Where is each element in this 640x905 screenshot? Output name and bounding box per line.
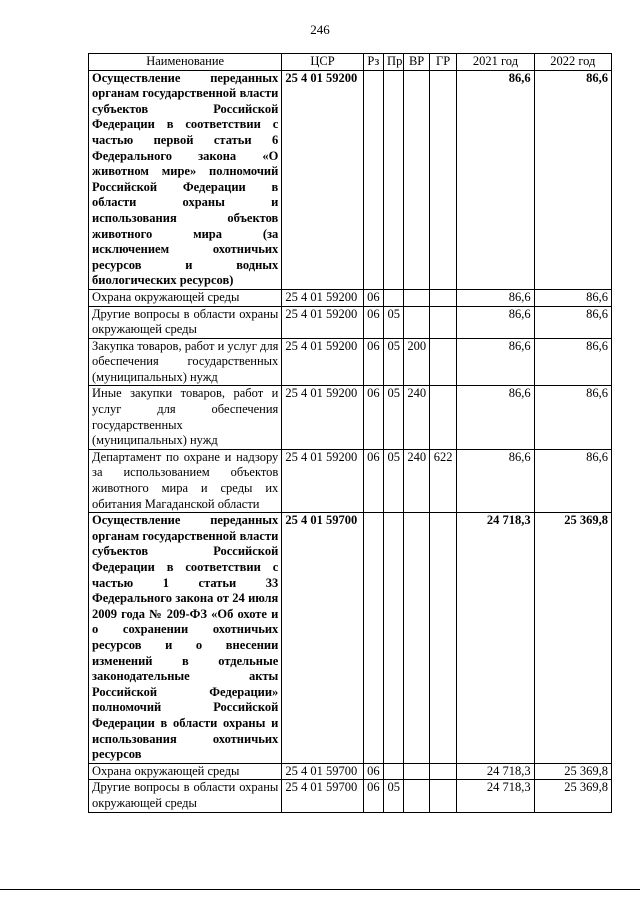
cell-name: Другие вопросы в области охраны окружающей среды [89,306,282,338]
cell-vr [404,780,429,812]
header-name: Наименование [89,54,282,71]
header-2021: 2021 год [457,54,534,71]
table-row [89,289,612,306]
header-rz: Рз [363,54,383,71]
cell-rz: 06 [363,780,383,812]
cell-vr [404,289,429,306]
header-2022: 2022 год [534,54,611,71]
cell-2021: 86,6 [457,386,534,449]
cell-name: Иные закупки товаров, работ и услуг для обеспечения государственных (муниципальных) нужд [89,386,282,449]
cell-2021: 86,6 [457,338,534,386]
cell-vr [404,70,429,289]
cell-rz: 06 [363,289,383,306]
cell-vr: 240 [404,449,429,512]
cell-gr [429,70,456,289]
cell-gr [429,763,456,780]
cell-rz: 06 [363,306,383,338]
budget-table [88,53,612,813]
cell-csr: 25 4 01 59200 [282,449,363,512]
cell-rz: 06 [363,449,383,512]
cell-gr [429,386,456,449]
cell-csr: 25 4 01 59200 [282,386,363,449]
cell-2022: 86,6 [534,289,611,306]
cell-pr [384,763,404,780]
cell-name: Осуществление переданных органам государственной власти субъектов Российской Федерации в соответствии с частью первой статьи 6 Федерального закона «О животном мире» полномочий Российской Федерации в области охраны и использования объектов животного мира (за исключением охотничьих ресурсов и водных биологических ресурсов) [89,70,282,289]
cell-rz: 06 [363,338,383,386]
cell-pr [384,70,404,289]
cell-2022: 86,6 [534,449,611,512]
cell-csr: 25 4 01 59200 [282,306,363,338]
cell-2022: 86,6 [534,306,611,338]
table-header [89,54,612,71]
table-body [89,70,612,812]
cell-pr: 05 [384,338,404,386]
cell-gr [429,289,456,306]
cell-pr [384,289,404,306]
cell-csr: 25 4 01 59200 [282,289,363,306]
cell-2022: 25 369,8 [534,763,611,780]
cell-pr: 05 [384,306,404,338]
cell-2022: 86,6 [534,338,611,386]
cell-name: Другие вопросы в области охраны окружающей среды [89,780,282,812]
table-row [89,386,612,449]
cell-vr: 200 [404,338,429,386]
cell-csr: 25 4 01 59700 [282,780,363,812]
cell-gr [429,513,456,764]
header-gr: ГР [429,54,456,71]
table-row [89,338,612,386]
header-vr: ВР [404,54,429,71]
cell-csr: 25 4 01 59700 [282,763,363,780]
cell-name: Осуществление переданных органам государственной власти субъектов Российской Федерации в соответствии с частью 1 статьи 33 Федерального закона от 24 июля 2009 года № 209-ФЗ «Об охоте и о сохранении охотничьих ресурсов и о внесении изменений в отдельные законодательные акты Российской Федерации» полномочий Российской Федерации в области охраны и использования охотничьих ресурсов [89,513,282,764]
cell-pr: 05 [384,386,404,449]
header-csr: ЦСР [282,54,363,71]
cell-gr [429,338,456,386]
cell-2021: 86,6 [457,70,534,289]
cell-2022: 25 369,8 [534,513,611,764]
cell-csr: 25 4 01 59200 [282,338,363,386]
footer-divider [0,889,640,890]
table-row [89,449,612,512]
table-row [89,780,612,812]
cell-2021: 86,6 [457,306,534,338]
cell-name: Департамент по охране и надзору за использованием объектов животного мира и среды их обитания Магаданской области [89,449,282,512]
cell-vr [404,306,429,338]
cell-gr [429,780,456,812]
cell-rz [363,70,383,289]
cell-name: Охрана окружающей среды [89,289,282,306]
cell-csr: 25 4 01 59200 [282,70,363,289]
cell-name: Охрана окружающей среды [89,763,282,780]
header-row [89,54,612,71]
header-pr: Пр [384,54,404,71]
cell-gr: 622 [429,449,456,512]
cell-2021: 24 718,3 [457,763,534,780]
cell-vr [404,763,429,780]
table-row [89,763,612,780]
cell-gr [429,306,456,338]
cell-pr: 05 [384,780,404,812]
cell-2021: 86,6 [457,449,534,512]
cell-pr [384,513,404,764]
cell-rz [363,513,383,764]
cell-2021: 86,6 [457,289,534,306]
cell-2021: 24 718,3 [457,513,534,764]
cell-name: Закупка товаров, работ и услуг для обеспечения государственных (муниципальных) нужд [89,338,282,386]
table-row [89,306,612,338]
cell-2022: 25 369,8 [534,780,611,812]
page-number: 246 [310,22,330,37]
cell-2022: 86,6 [534,386,611,449]
cell-csr: 25 4 01 59700 [282,513,363,764]
cell-2022: 86,6 [534,70,611,289]
cell-rz: 06 [363,763,383,780]
cell-vr: 240 [404,386,429,449]
cell-pr: 05 [384,449,404,512]
cell-vr [404,513,429,764]
table-row [89,513,612,764]
cell-rz: 06 [363,386,383,449]
cell-2021: 24 718,3 [457,780,534,812]
table-row [89,70,612,289]
